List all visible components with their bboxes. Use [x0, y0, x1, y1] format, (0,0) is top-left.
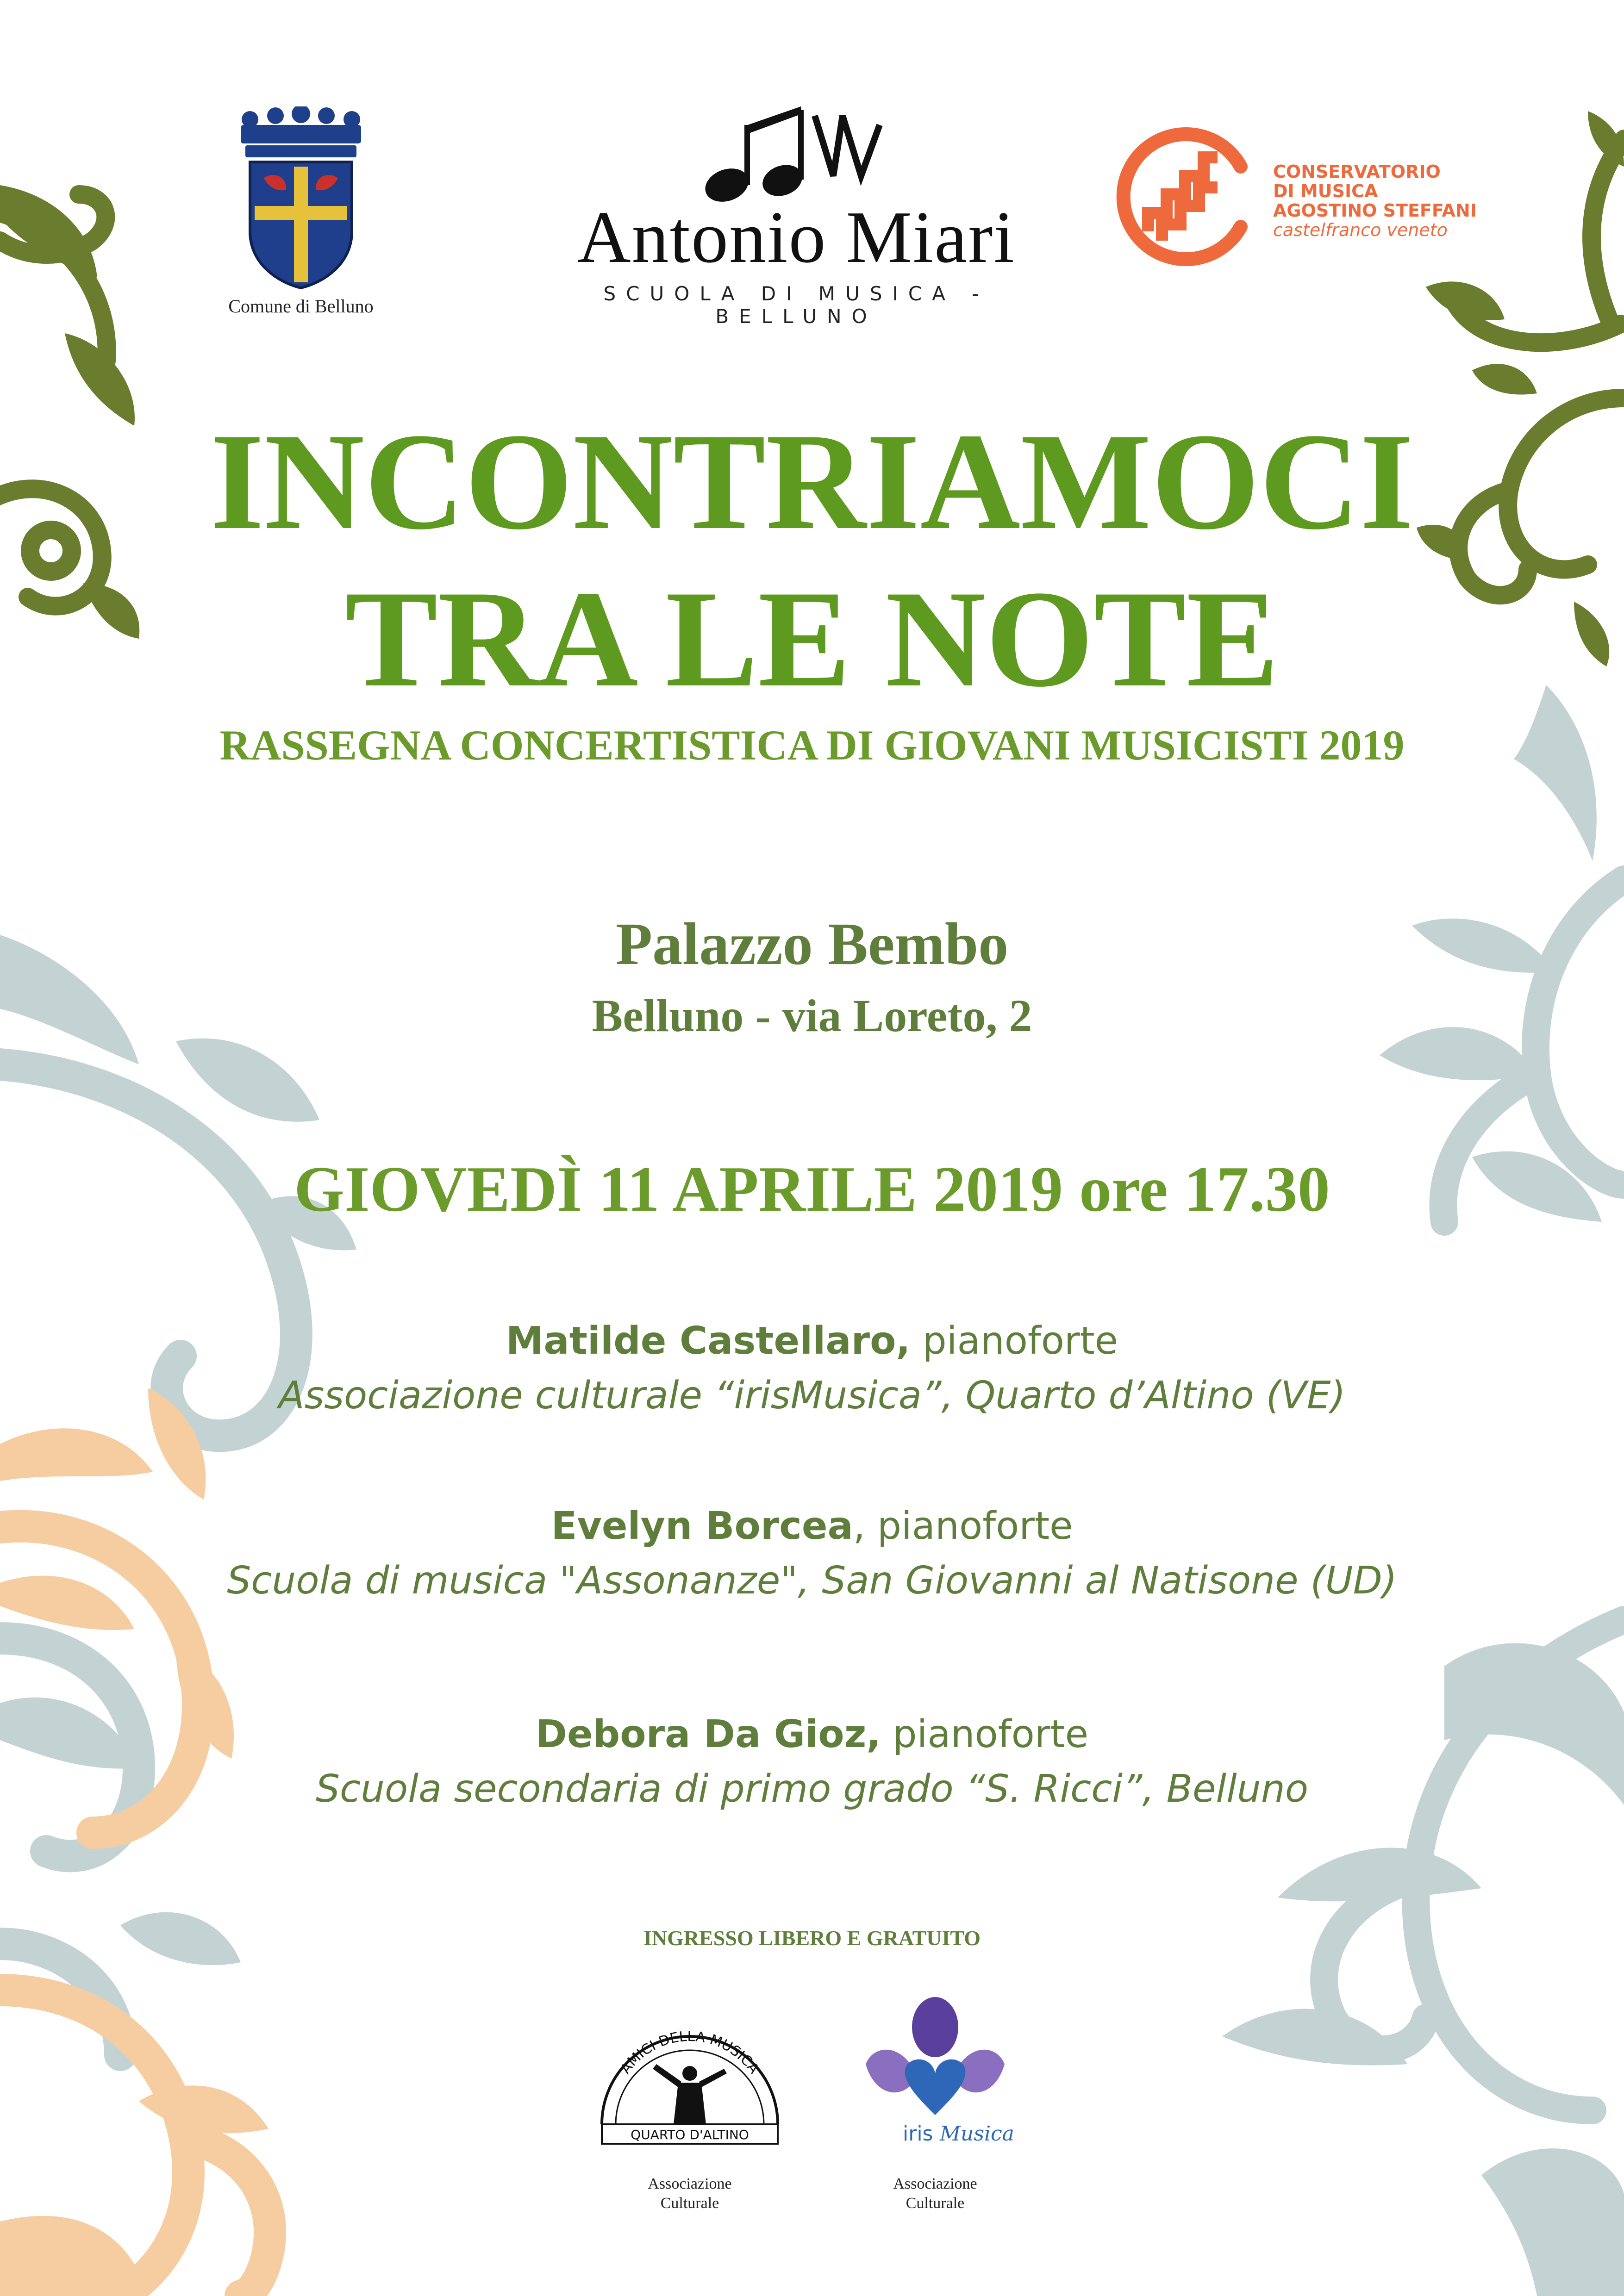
- performer-name: Matilde Castellaro,: [506, 1319, 911, 1363]
- irismusica-logo-text-a: iris: [903, 2122, 933, 2146]
- conservatorio-line4: castelfranco veneto: [1273, 220, 1448, 240]
- performer-1: [0, 1319, 1624, 1418]
- amici-della-musica-logo-icon: [583, 1995, 796, 2147]
- performer-instrument: , pianoforte: [853, 1504, 1073, 1548]
- sponsor-caption-1: Associazione: [648, 2175, 732, 2192]
- performer-instrument: pianoforte: [910, 1319, 1118, 1363]
- performer-2: [0, 1504, 1624, 1603]
- event-subtitle: RASSEGNA CONCERTISTICA DI GIOVANI MUSICISTI 2019: [219, 722, 1405, 769]
- performer-name: Debora Da Gioz,: [535, 1712, 881, 1756]
- irismusica-logo-icon: [847, 1995, 1023, 2147]
- title-line1: INCONTRIAMOCI: [210, 404, 1414, 558]
- conservatorio-emblem-icon: [1102, 120, 1255, 273]
- amici-logo-top-text: AMICI DELLA MUSICA: [617, 2028, 762, 2077]
- logo-comune: [218, 106, 384, 319]
- conservatorio-line2: DI MUSICA: [1273, 181, 1378, 201]
- venue-name: Palazzo Bembo: [615, 911, 1009, 977]
- irismusica-logo-text-b: Musica: [940, 2122, 1014, 2146]
- conservatorio-line1: CONSERVATORIO: [1273, 162, 1441, 182]
- performer-school: Scuola di musica "Assonanze", San Giovanni al Natisone (UD): [227, 1559, 1397, 1603]
- sponsor-amici-della-musica: [583, 1995, 796, 2217]
- performer-school: Associazione culturale “irisMusica”, Quarto d’Altino (VE): [278, 1374, 1346, 1418]
- logo-conservatorio: [1102, 120, 1518, 278]
- performer-3: [0, 1712, 1624, 1811]
- coat-of-arms-icon: [218, 106, 384, 292]
- sponsor-caption-2: Culturale: [660, 2195, 719, 2212]
- sponsor-caption-1: Associazione: [893, 2175, 977, 2192]
- event-date: GIOVEDÌ 11 APRILE 2019 ore 17.30: [294, 1153, 1330, 1225]
- title-line2: TRA LE NOTE: [345, 562, 1279, 716]
- comune-caption: Comune di Belluno: [228, 296, 374, 317]
- sponsor-caption-2: Culturale: [906, 2195, 965, 2212]
- conservatorio-line3: AGOSTINO STEFFANI: [1273, 200, 1477, 221]
- sponsor-irismusica: [847, 1995, 1023, 2217]
- miari-subtitle: SCUOLA DI MUSICA - BELLUNO: [603, 282, 989, 328]
- performer-instrument: pianoforte: [881, 1712, 1089, 1756]
- amici-logo-bottom-text: QUARTO D'ALTINO: [631, 2127, 749, 2142]
- performer-name: Evelyn Borcea: [551, 1504, 853, 1548]
- performer-school: Scuola secondaria di primo grado “S. Ricci”, Belluno: [315, 1767, 1309, 1811]
- music-notes-icon: [694, 97, 889, 204]
- miari-name: Antonio Miari: [577, 196, 1015, 278]
- entry-note: INGRESSO LIBERO E GRATUITO: [643, 1926, 981, 1950]
- logo-antonio-miari: [528, 93, 1065, 328]
- venue-address: Belluno - via Loreto, 2: [592, 990, 1032, 1041]
